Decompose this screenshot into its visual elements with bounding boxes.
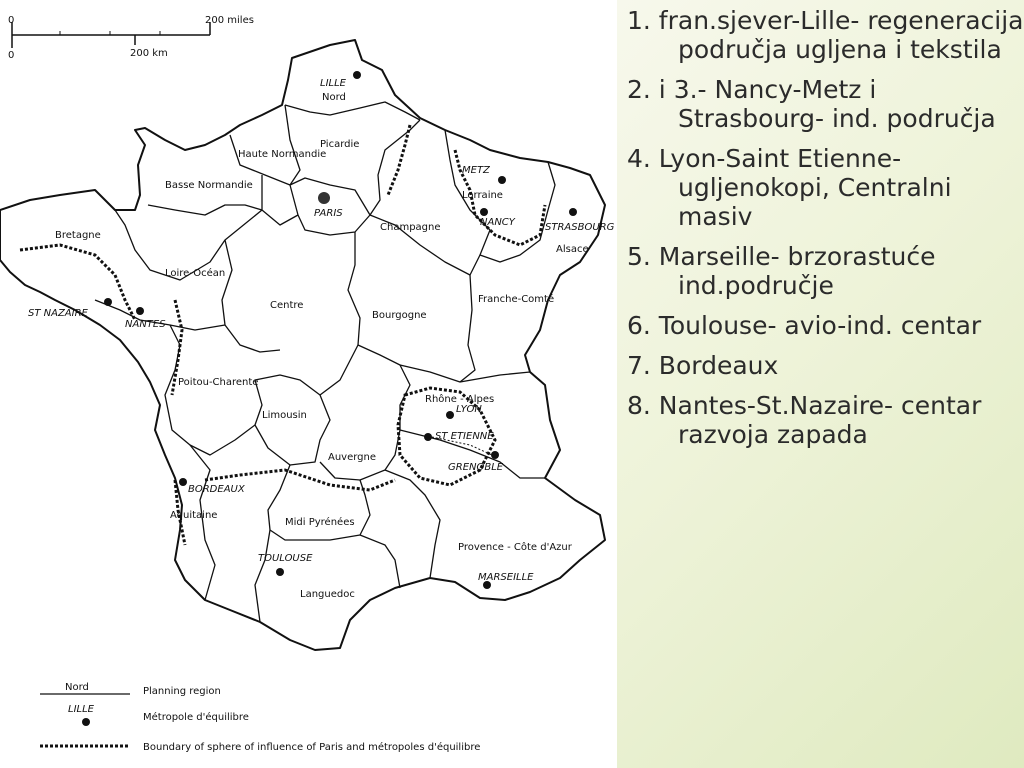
- scale-bar: [8, 15, 254, 61]
- city-dot-nantes: [136, 307, 144, 315]
- region-label-nord: Nord: [322, 92, 346, 103]
- list-item: 5. Marseille- brzorastuće ind.područje: [627, 242, 936, 300]
- city-dot-toulouse: [276, 568, 284, 576]
- region-label-lorraine: Lorraine: [462, 190, 503, 201]
- city-dot-lyon: [446, 411, 454, 419]
- scale-km-end: 200 km: [130, 48, 168, 59]
- city-dot-strasbourg: [569, 208, 577, 216]
- region-label-bretagne: Bretagne: [55, 230, 101, 241]
- list-item: 2. i 3.- Nancy-Metz i Strasbourg- ind. područja: [627, 75, 996, 133]
- region-label-loire-ocean: Loire-Océan: [165, 268, 226, 279]
- city-dot-lille: [353, 71, 361, 79]
- city-label-bordeaux: BORDEAUX: [188, 484, 245, 495]
- city-label-nancy: NANCY: [480, 217, 515, 228]
- list-item: 6. Toulouse- avio-ind. centar: [627, 311, 982, 340]
- city-label-lille: LILLE: [320, 78, 346, 89]
- region-label-auvergne: Auvergne: [328, 452, 377, 463]
- list-item: 1. fran.sjever-Lille- regeneracija područja ugljena i tekstila: [627, 6, 1024, 64]
- industrial-regions-list: [617, 0, 1024, 449]
- city-label-paris: PARIS: [314, 208, 343, 219]
- region-label-limousin: Limousin: [262, 410, 307, 421]
- city-label-lyon: LYON: [456, 404, 482, 415]
- region-label-champagne: Champagne: [380, 222, 441, 233]
- city-dot-st-etienne: [424, 433, 432, 441]
- list-item: 4. Lyon-Saint Etienne- ugljenokopi, Centralni masiv: [627, 144, 952, 231]
- region-label-midi-pyrenees: Midi Pyrénées: [285, 517, 355, 528]
- bullet-panel: [617, 0, 1024, 768]
- legend-label-metropole: Métropole d'équilibre: [143, 712, 249, 723]
- city-dot-metz: [498, 176, 506, 184]
- region-label-languedoc: Languedoc: [300, 589, 355, 600]
- legend-label-boundary: Boundary of sphere of influence of Paris and métropoles d'équilibre: [143, 742, 481, 753]
- city-label-st-nazaire: ST NAZAIRE: [28, 308, 88, 319]
- city-label-marseille: MARSEILLE: [478, 572, 534, 583]
- list-item: 8. Nantes-St.Nazaire- centar razvoja zapada: [627, 391, 982, 449]
- region-label-rhone-alpes: Rhône - Alpes: [425, 394, 495, 405]
- list-item: 7. Bordeaux: [627, 351, 779, 380]
- city-dot-st-nazaire: [104, 298, 112, 306]
- region-label-aquitaine: Aquitaine: [170, 510, 218, 521]
- region-label-haute-normandie: Haute Normandie: [238, 149, 327, 160]
- map-legend: [40, 682, 480, 753]
- region-label-centre: Centre: [270, 300, 304, 311]
- region-label-bourgogne: Bourgogne: [372, 310, 427, 321]
- city-label-grenoble: GRENOBLE: [448, 462, 504, 473]
- city-dot-paris: [318, 192, 330, 204]
- city-dot-grenoble: [491, 451, 499, 459]
- city-dot-nancy: [480, 208, 488, 216]
- city-dot-bordeaux: [179, 478, 187, 486]
- region-label-franche-comte: Franche-Comté: [478, 294, 555, 305]
- region-label-picardie: Picardie: [320, 139, 360, 150]
- region-label-provence: Provence - Côte d'Azur: [458, 542, 572, 553]
- legend-label-planning-region: Planning region: [143, 686, 221, 697]
- legend-sample-region: Nord: [65, 682, 89, 693]
- scale-miles-end: 200 miles: [205, 15, 254, 26]
- region-label-basse-normandie: Basse Normandie: [165, 180, 253, 191]
- scale-miles-start: 0: [8, 15, 15, 26]
- legend-sample-city: LILLE: [68, 704, 94, 715]
- city-label-st-etienne: ST ETIENNE: [435, 431, 494, 442]
- city-label-toulouse: TOULOUSE: [258, 553, 313, 564]
- scale-km-start: 0: [8, 50, 15, 61]
- region-label-poitou-charente: Poitou-Charente: [178, 377, 259, 388]
- city-label-nantes: NANTES: [125, 319, 166, 330]
- region-labels: [55, 92, 589, 600]
- city-label-strasbourg: STRASBOURG: [545, 222, 615, 233]
- region-label-alsace: Alsace: [556, 244, 589, 255]
- city-label-metz: METZ: [462, 165, 490, 176]
